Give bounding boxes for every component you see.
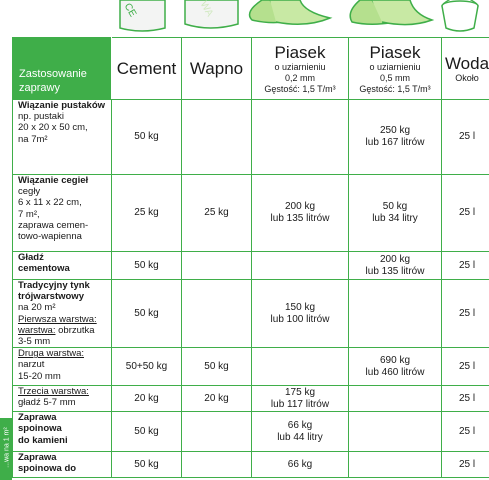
column-title: Piasek	[369, 42, 421, 62]
column-subtitle: 0,2 mm	[284, 72, 315, 83]
application-line	[18, 302, 109, 313]
application-line	[18, 186, 109, 197]
layer-label: Druga warstwa:	[18, 348, 84, 360]
cell-value: 66 kg	[287, 458, 313, 470]
lime-cell	[182, 280, 252, 348]
sand-02-cell	[252, 452, 349, 478]
column-subtitle: o uziarnieniu	[369, 61, 421, 72]
column-header-lime	[182, 38, 252, 100]
column-header-water	[442, 38, 489, 100]
application-cell	[13, 100, 112, 175]
layer-label: warstwa:	[18, 324, 56, 336]
cell-value: 25 l	[458, 392, 476, 404]
application-title: Tradycyjny tynk	[18, 280, 90, 291]
column-subtitle: Około	[455, 72, 479, 83]
application-text: zaprawa cemen-	[18, 219, 89, 231]
sand-02-cell	[252, 280, 349, 348]
sand-02-cell	[252, 175, 349, 252]
cement-cell	[112, 100, 182, 175]
cell-value: 50 kg	[382, 201, 408, 212]
sand-05-cell	[349, 280, 442, 348]
application-line	[18, 197, 109, 208]
application-line	[18, 134, 109, 145]
lime-cell	[182, 175, 252, 252]
table-row	[13, 100, 489, 175]
sand-05-cell	[349, 412, 442, 452]
application-line	[18, 231, 109, 242]
cell-value: 50 kg	[204, 360, 229, 372]
cell-value: 50+50 kg	[125, 360, 168, 372]
lime-bag-icon	[185, 0, 238, 28]
cell-value: 66 kg	[287, 419, 313, 431]
cell-value: 25 l	[458, 259, 476, 271]
application-text: narzut	[18, 359, 45, 371]
application-line	[18, 220, 109, 231]
application-line	[18, 314, 109, 325]
application-text: na 20 m²	[18, 302, 56, 314]
application-text: cegły	[18, 186, 41, 198]
table-row	[13, 452, 489, 478]
application-cell	[13, 280, 112, 348]
sand-02-cell	[252, 348, 349, 386]
application-text: obrzutka	[55, 324, 95, 336]
cement-bag-icon	[120, 0, 165, 31]
application-title: Zaprawa	[18, 412, 57, 424]
column-subtitle: Gęstość: 1,5 T/m³	[359, 83, 431, 94]
lime-bag-label: WA	[197, 0, 216, 19]
water-cell	[442, 280, 489, 348]
water-cell	[442, 252, 489, 280]
application-line	[18, 111, 109, 122]
table-row	[13, 175, 489, 252]
sand-05-cell	[349, 452, 442, 478]
cement-cell	[112, 412, 182, 452]
application-title: Zaprawa	[18, 452, 57, 464]
water-cell	[442, 452, 489, 478]
cell-value: 175 kg	[284, 386, 316, 398]
cell-value: lub 100 litrów	[270, 313, 330, 325]
cell-value: 25 l	[458, 458, 476, 470]
application-line	[18, 325, 109, 336]
cell-value: 50 kg	[134, 458, 159, 470]
sand-02-cell	[252, 386, 349, 412]
sand-pile-icon	[350, 0, 432, 25]
cell-value: 25 kg	[134, 207, 159, 218]
cement-cell	[112, 175, 182, 252]
layer-label: Pierwsza warstwa:	[18, 313, 97, 325]
application-cell	[13, 452, 112, 478]
application-text: gładź 5-7 mm	[18, 397, 76, 409]
column-title: Cement	[116, 59, 177, 78]
application-line	[18, 371, 109, 382]
application-text: 6 x 11 x 22 cm,	[18, 197, 82, 209]
cell-value: lub 167 litrów	[365, 137, 425, 148]
cell-value: 50 kg	[134, 131, 159, 142]
cement-cell	[112, 452, 182, 478]
lime-cell	[182, 386, 252, 412]
cell-value: 200 kg	[284, 201, 316, 212]
column-header-sand-02	[252, 38, 349, 100]
application-title: Gładź	[18, 252, 44, 263]
water-cell	[442, 100, 489, 175]
application-header: Zastosowanie zaprawy	[13, 38, 112, 100]
sand-05-cell	[349, 386, 442, 412]
column-title: Wapno	[189, 59, 244, 78]
application-title: cementowa	[18, 263, 70, 275]
column-subtitle: o uziarnieniu	[274, 61, 326, 72]
sand-05-cell	[349, 348, 442, 386]
cell-value: lub 135 litrów	[365, 265, 425, 277]
table-row	[13, 252, 489, 280]
cell-value: 25 l	[458, 131, 476, 142]
application-line	[18, 209, 109, 220]
cement-bag-label: CE	[121, 1, 139, 20]
cell-value: 25 l	[458, 307, 476, 319]
column-header-cement	[112, 38, 182, 100]
column-title: Piasek	[274, 42, 326, 62]
side-strip	[0, 418, 12, 480]
lime-cell	[182, 348, 252, 386]
sand-05-cell	[349, 100, 442, 175]
application-text: na 7m²	[18, 133, 48, 145]
cell-value: 20 kg	[204, 392, 229, 404]
cell-value: lub 117 litrów	[270, 398, 330, 410]
table-body	[13, 100, 489, 478]
column-header-sand-05	[349, 38, 442, 100]
cell-value: 690 kg	[379, 354, 411, 366]
sand-02-cell	[252, 252, 349, 280]
application-title: Wiązanie cegieł	[18, 175, 89, 186]
application-line	[18, 359, 109, 370]
sand-02-cell	[252, 412, 349, 452]
application-text: towo-wapienna	[18, 231, 82, 243]
application-cell	[13, 175, 112, 252]
table-row	[13, 386, 489, 412]
cement-cell	[112, 252, 182, 280]
application-title: spoinowa	[18, 423, 62, 435]
application-title: do kamieni	[18, 434, 68, 446]
application-text: 20 x 20 x 50 cm,	[18, 122, 88, 134]
cell-value: 20 kg	[134, 392, 159, 404]
cell-value: 50 kg	[134, 425, 159, 437]
application-cell	[13, 386, 112, 412]
bucket-icon	[442, 0, 478, 31]
lime-cell	[182, 252, 252, 280]
column-subtitle: 0,5 mm	[379, 72, 410, 83]
application-text: 3-5 mm	[18, 336, 51, 348]
lime-cell	[182, 452, 252, 478]
cell-value: 25 l	[458, 425, 476, 437]
water-cell	[442, 412, 489, 452]
application-line	[18, 397, 109, 408]
application-text: 15-20 mm	[18, 370, 61, 382]
water-cell	[442, 348, 489, 386]
lime-cell	[182, 100, 252, 175]
application-cell	[13, 252, 112, 280]
cell-value: 50 kg	[134, 307, 159, 319]
column-title: Woda	[444, 53, 489, 73]
water-cell	[442, 386, 489, 412]
cell-value: 250 kg	[379, 125, 411, 136]
application-title: spoinowa do	[18, 463, 77, 475]
cell-value: 25 l	[458, 360, 476, 372]
application-line	[18, 122, 109, 133]
sand-05-cell	[349, 175, 442, 252]
cement-cell	[112, 348, 182, 386]
application-text: np. pustaki	[18, 111, 64, 123]
table-row	[13, 280, 489, 348]
side-strip-text: ...wa na 1 m²	[3, 427, 11, 468]
application-cell	[13, 348, 112, 386]
mortar-mix-table	[12, 37, 489, 478]
application-line	[18, 336, 109, 347]
cell-value: lub 44 litry	[277, 431, 323, 443]
cell-value: lub 135 litrów	[270, 213, 330, 224]
cell-value: lub 34 litry	[372, 213, 418, 224]
water-cell	[442, 175, 489, 252]
application-cell	[13, 412, 112, 452]
sand-02-cell	[252, 100, 349, 175]
application-line	[18, 386, 109, 397]
sand-05-cell	[349, 252, 442, 280]
table-row	[13, 412, 489, 452]
table-row	[13, 348, 489, 386]
cement-cell	[112, 386, 182, 412]
cell-value: 25 kg	[204, 207, 229, 218]
cell-value: lub 460 litrów	[365, 366, 425, 378]
application-title: Wiązanie pustaków	[18, 100, 106, 111]
application-text: 7 m²,	[18, 208, 40, 220]
application-line	[18, 348, 109, 359]
cement-cell	[112, 280, 182, 348]
cell-value: 200 kg	[379, 253, 411, 265]
lime-cell	[182, 412, 252, 452]
cell-value: 25 l	[458, 207, 476, 218]
application-title: trójwarstwowy	[18, 291, 84, 303]
layer-label: Trzecia warstwa:	[18, 386, 89, 398]
column-subtitle: Gęstość: 1,5 T/m³	[264, 83, 336, 94]
header-row	[13, 38, 489, 100]
cell-value: 50 kg	[134, 259, 159, 271]
sand-pile-icon	[250, 0, 330, 24]
cell-value: 150 kg	[284, 301, 316, 313]
